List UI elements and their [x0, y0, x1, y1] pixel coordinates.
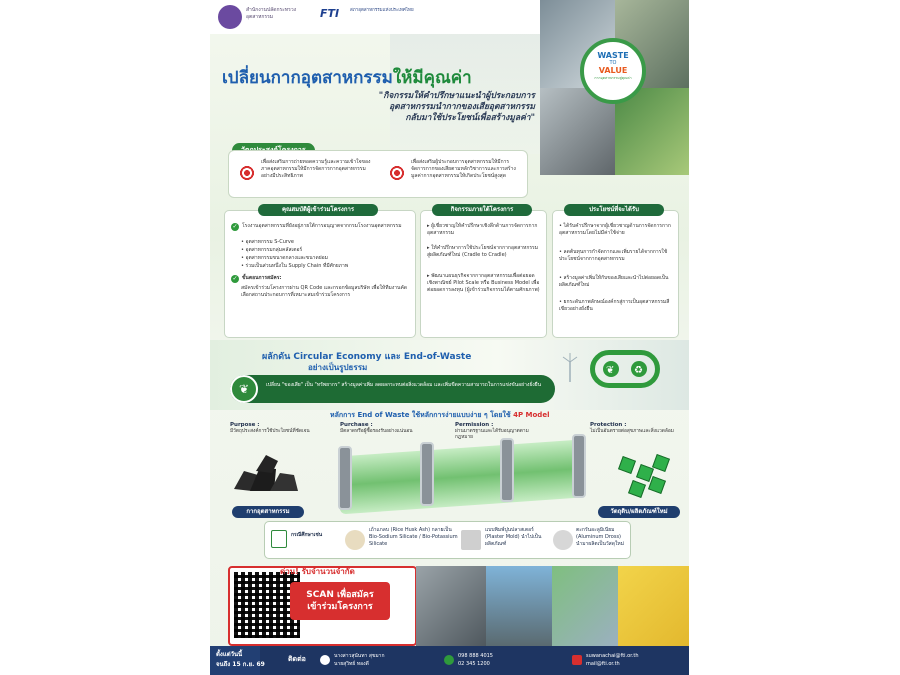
email-icon [572, 655, 582, 665]
new-material-label: วัตถุดิบ/ผลิตภัณฑ์ใหม่ [598, 506, 680, 518]
model-title-highlight: 4P Model [513, 411, 550, 419]
target-icon [239, 165, 255, 181]
infinity-recycle-icon [590, 350, 660, 388]
tube-ring [572, 434, 586, 498]
person-icon [320, 655, 330, 665]
qualifications-card [224, 210, 416, 338]
benefit-item: • ได้รับคำปรึกษาจากผู้เชี่ยวชาญด้านการจัดการกากอุตสาหกรรมโดยไม่มีค่าใช้จ่าย [559, 223, 671, 236]
model-purpose: Purpose : มีวัตถุประสงค์การใช้ประโยชน์ที่ชัดเจน [230, 422, 310, 434]
scan-signup-button[interactable] [290, 582, 390, 620]
activities-heading: กิจกรรมภายใต้โครงการ [432, 204, 532, 216]
fti-logo: FTI [320, 7, 340, 20]
subtitle-line: อุตสาหกรรมนำกากของเสียอุตสาหกรรม [389, 102, 535, 112]
contact-phone[interactable]: 098 888 4015 [458, 653, 493, 659]
qualification-item: • อุตสาหกรรม S-Curve [241, 239, 294, 245]
circular-banner-text: เปลี่ยน "ของเสีย" เป็น "ทรัพยากร" สร้างมูลค่าเพิ่ม ลดผลกระทบต่อสิ่งแวดล้อม และเพิ่มขีดความสามารถในการแข่งขันอย่างยั่งยืน [266, 382, 542, 388]
case-study-item: ตะกรันอะลูมิเนียม (Aluminum Dross) นำมาผลิตเป็นวัสดุใหม่ [576, 527, 625, 547]
subtitle [295, 91, 535, 124]
qualification-item: • อุตสาหกรรมกลุ่มคลัสเตอร์ [241, 247, 303, 253]
contact-label: ติดต่อ [288, 655, 306, 663]
qualification-item: • ร่วมเป็นส่วนหนึ่งใน Supply Chain ที่มีศักยภาพ [241, 263, 349, 269]
checklist-icon [271, 530, 287, 548]
model-title-text: หลักการ End of Waste ใช้หลักการง่ายแบบง่าย ๆ โดยใช้ [330, 411, 511, 419]
case-study-item: แบบพิมพ์ปูนปลาสเตอร์ (Plaster Mold) นำไปเป็นผลิตภัณฑ์ [485, 527, 542, 547]
green-cube-icon [652, 454, 670, 472]
qualification-item: • อุตสาหกรรมขนาดกลางและขนาดย่อม [241, 255, 328, 261]
scrap-metal-image [416, 566, 486, 646]
badge-line4: กากอุตสาหกรรมสู่คุณค่า [594, 76, 632, 80]
title-part2: ให้มีคุณค่า [392, 68, 472, 88]
benefit-item: • ยกระดับภาพลักษณ์องค์กรสู่การเป็นอุตสาหกรรมสีเขียวอย่างยั่งยืน [559, 299, 670, 312]
green-cube-icon [618, 456, 636, 474]
case-study-label: กรณีศึกษาเช่น [291, 532, 323, 538]
contact-email[interactable]: mail@fti.or.th [586, 661, 620, 667]
tube-ring [500, 438, 514, 502]
qualification-item: สมัครเข้าร่วมโครงการผ่าน QR Code และกรอกข้อมูลบริษัท เพื่อให้ทีมงานคัดเลือกสถานประกอบการที่เหมาะสมเข้าร่วมโครงการ [241, 285, 408, 298]
green-cube-icon [648, 476, 666, 494]
svg-text:♻: ♻ [634, 365, 643, 376]
aluminum-dross-image [553, 530, 573, 550]
benefit-item: • ลดต้นทุนการกำจัดกากและเพิ่มรายได้จากการใช้ประโยชน์จากกากอุตสาหกรรม [559, 249, 668, 262]
activity-item: ▸ ให้คำปรึกษาการใช้ประโยชน์จากกากอุตสาหกรรมสู่ผลิตภัณฑ์ใหม่ (Cradle to Cradle) [427, 245, 539, 258]
activity-item: ▸ ผู้เชี่ยวชาญให้คำปรึกษาเชิงลึกด้านการจัดการกากอุตสาหกรรม [427, 223, 538, 236]
transformation-tube [340, 440, 580, 515]
contact-email[interactable]: suwanachai@fti.or.th [586, 653, 639, 659]
phone-icon [444, 655, 454, 665]
benefits-heading: ประโยชน์ที่จะได้รับ [564, 204, 664, 216]
badge-line2: TO [609, 60, 617, 66]
model-permission: Permission : ผ่านมาตรฐานและได้รับอนุญาตตามกฎหมาย [455, 422, 529, 440]
contact-phone[interactable]: 02 345 1200 [458, 661, 490, 667]
tube-ring [338, 446, 352, 510]
circular-subtitle: อย่างเป็นรูปธรรม [308, 363, 368, 372]
ministry-logo-text: สำนักงานปลัดกระทรวงอุตสาหกรรม [246, 7, 297, 20]
ministry-logo-icon [218, 5, 242, 29]
scan-line1: SCAN เพื่อสมัคร [306, 590, 374, 600]
badge-line1: WASTE [597, 51, 629, 60]
qualification-item: ✓ โรงงานอุตสาหกรรมที่ยังอยู่ภายใต้การอนุญาตจากกรมโรงงานอุตสาหกรรม [232, 223, 402, 230]
badge-line3: VALUE [598, 66, 628, 75]
subtitle-line: "กิจกรรมให้คำปรึกษาแนะนำผู้ประกอบการ [378, 91, 535, 101]
contact-name: นางสาวสุนันทา สุขมาก [334, 653, 385, 659]
green-cube-icon [628, 480, 646, 498]
subtitle-line: กลับมาใช้ประโยชน์เพื่อสร้างมูลค่า" [405, 113, 535, 123]
objectives-box [228, 150, 528, 198]
target-icon [389, 165, 405, 181]
footer-bar [210, 646, 689, 675]
benefits-card [552, 210, 679, 338]
coal-waste-image [230, 445, 302, 495]
open-label: ตั้งแต่วันนี้ [216, 651, 243, 658]
case-study-box [264, 521, 631, 559]
tube-ring [420, 442, 434, 506]
activities-card [420, 210, 547, 338]
main-title [222, 64, 472, 91]
waste-collage-image [540, 0, 689, 175]
wind-turbine-icon [560, 352, 580, 382]
plastic-recycling-image [552, 566, 618, 646]
poster [210, 0, 689, 675]
power-plant-image [486, 566, 552, 646]
model-protection: Protection : ไม่เป็นอันตรายต่อสุขภาพและสิ่งแวดล้อม [590, 422, 674, 434]
activity-item: ▸ พัฒนาแผนธุรกิจจากกากอุตสาหกรรมเพื่อต่อยอดเชิงพาณิชย์ Pilot Scale หรือ Business Model เพื่อต่อยอดการลงทุน (ผู้เข้าร่วมกิจกรรมได้ตามศักยภาพ) [427, 273, 540, 293]
check-icon: ✓ [232, 223, 238, 230]
fti-logo-text: สภาอุตสาหกรรมแห่งประเทศไทย [350, 8, 414, 13]
scan-line2: เข้าร่วมโครงการ [307, 602, 373, 612]
qualification-item: ✓ ขั้นตอนการสมัคร: [232, 275, 282, 282]
recycled-can-image [618, 566, 689, 646]
svg-text:❦: ❦ [606, 365, 615, 376]
leaf-icon: ❦ [230, 375, 258, 403]
contact-name: นายสุวิทย์ ทองดี [334, 661, 369, 667]
urgent-notice: ด่วน! รับจำนวนจำกัด [280, 567, 355, 576]
benefit-item: • สร้างมูลค่าเพิ่มให้กับของเสียและนำไปต่อยอดเป็นผลิตภัณฑ์ใหม่ [559, 275, 669, 288]
rice-husk-image [345, 530, 365, 550]
model-purchase: Purchase : มีตลาดหรือผู้ซื้อรองรับอย่างแน่นอน [340, 422, 413, 434]
case-study-item: เถ้าแกลบ (Rice Husk Ash) กลายเป็น Bio-Sodium Silicate / Bio-Potassium Silicate [369, 527, 458, 547]
waste-label: กากอุตสาหกรรม [232, 506, 304, 518]
model-title [330, 410, 549, 421]
check-icon: ✓ [232, 275, 238, 282]
qualifications-heading: คุณสมบัติผู้เข้าร่วมโครงการ [258, 204, 378, 216]
circular-title: ผลักดัน Circular Economy และ End-of-Waste [262, 352, 472, 362]
waste-to-value-badge [580, 38, 646, 104]
circular-banner [230, 375, 555, 403]
objective-item: เพื่อส่งเสริมการถ่ายทอดความรู้และความเข้าใจของภาคอุตสาหกรรมให้มีการจัดการกากอุตสาหกรรมอย่างมีประสิทธิภาพ [261, 159, 371, 179]
deadline-text: จนถึง 15 ก.ย. 69 [216, 661, 265, 668]
objective-item: เพื่อส่งเสริมผู้ประกอบการอุตสาหกรรมให้มีการจัดการกากของเสียตามหลักวิชาการและการสร้างมูลค่ากากอุตสาหกรรมให้เกิดประโยชน์สูงสุด [411, 159, 516, 179]
plaster-mold-image [461, 530, 481, 550]
title-part1: เปลี่ยนกากอุตสาหกรรม [222, 68, 393, 88]
